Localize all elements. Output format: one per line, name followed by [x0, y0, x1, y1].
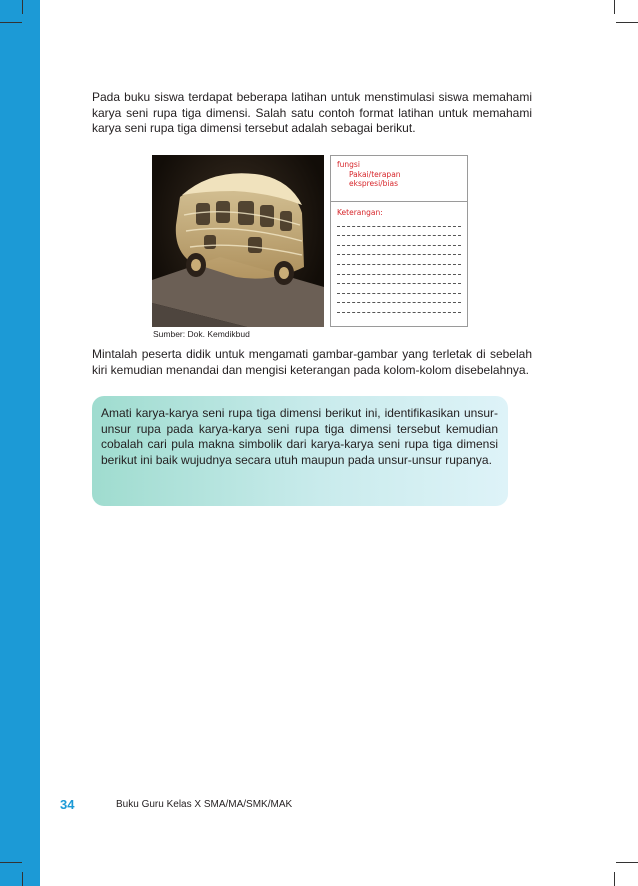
answer-line[interactable]: [337, 283, 461, 284]
answer-line[interactable]: [337, 245, 461, 246]
crop-mark: [0, 862, 22, 863]
crop-mark: [614, 0, 615, 14]
answer-line[interactable]: [337, 302, 461, 303]
function-option-applied: Pakai/terapan: [349, 169, 401, 179]
description-label: Keterangan:: [337, 208, 383, 217]
crop-mark: [0, 22, 22, 23]
crop-mark: [614, 872, 615, 886]
worksheet-form: [330, 155, 468, 327]
intro-paragraph: Pada buku siswa terdapat beberapa latihan untuk menstimulasi siswa memahami karya seni rupa tiga dimensi. Salah satu contoh format latihan untuk memahami karya seni rupa tiga dimensi tersebut adalah sebagai berikut.: [92, 90, 532, 135]
figure-caption: Sumber: Dok. Kemdikbud: [153, 329, 250, 339]
answer-line[interactable]: [337, 312, 461, 313]
description-section: [331, 202, 467, 313]
answer-line[interactable]: [337, 226, 461, 227]
crop-mark: [22, 872, 23, 886]
sculpture-photo: [152, 155, 324, 327]
function-label: fungsi: [337, 160, 360, 169]
function-option-expression: ekspresi/bias: [349, 179, 399, 188]
answer-line[interactable]: [337, 235, 461, 236]
crop-mark: [22, 0, 23, 14]
activity-callout-text: Amati karya-karya seni rupa tiga dimensi berikut ini, identifikasikan unsur-unsur rupa pada karya-karya seni rupa tiga dimensi tersebut kemudian cobalah cari pula makna simbolik dari karya-karya seni rupa tiga dimensi berikut ini baik wujudnya secara utuh maupun pada unsur-unsur rupanya.: [101, 406, 498, 467]
function-section: [331, 156, 467, 202]
answer-line[interactable]: [337, 274, 461, 275]
page-number: 34: [60, 797, 75, 812]
crop-mark: [616, 862, 638, 863]
activity-callout-box: [92, 396, 508, 506]
crop-mark: [616, 22, 638, 23]
page-side-bar: [0, 0, 40, 886]
answer-line[interactable]: [337, 264, 461, 265]
answer-line[interactable]: [337, 254, 461, 255]
answer-line[interactable]: [337, 293, 461, 294]
instruction-paragraph: Mintalah peserta didik untuk mengamati gambar-gambar yang terletak di sebelah kiri kemudian menandai dan mengisi keterangan pada kolom-kolom disebelahnya.: [92, 347, 532, 377]
footer-book-title: Buku Guru Kelas X SMA/MA/SMK/MAK: [116, 799, 293, 810]
bajaj-sculpture-image: [152, 155, 324, 327]
